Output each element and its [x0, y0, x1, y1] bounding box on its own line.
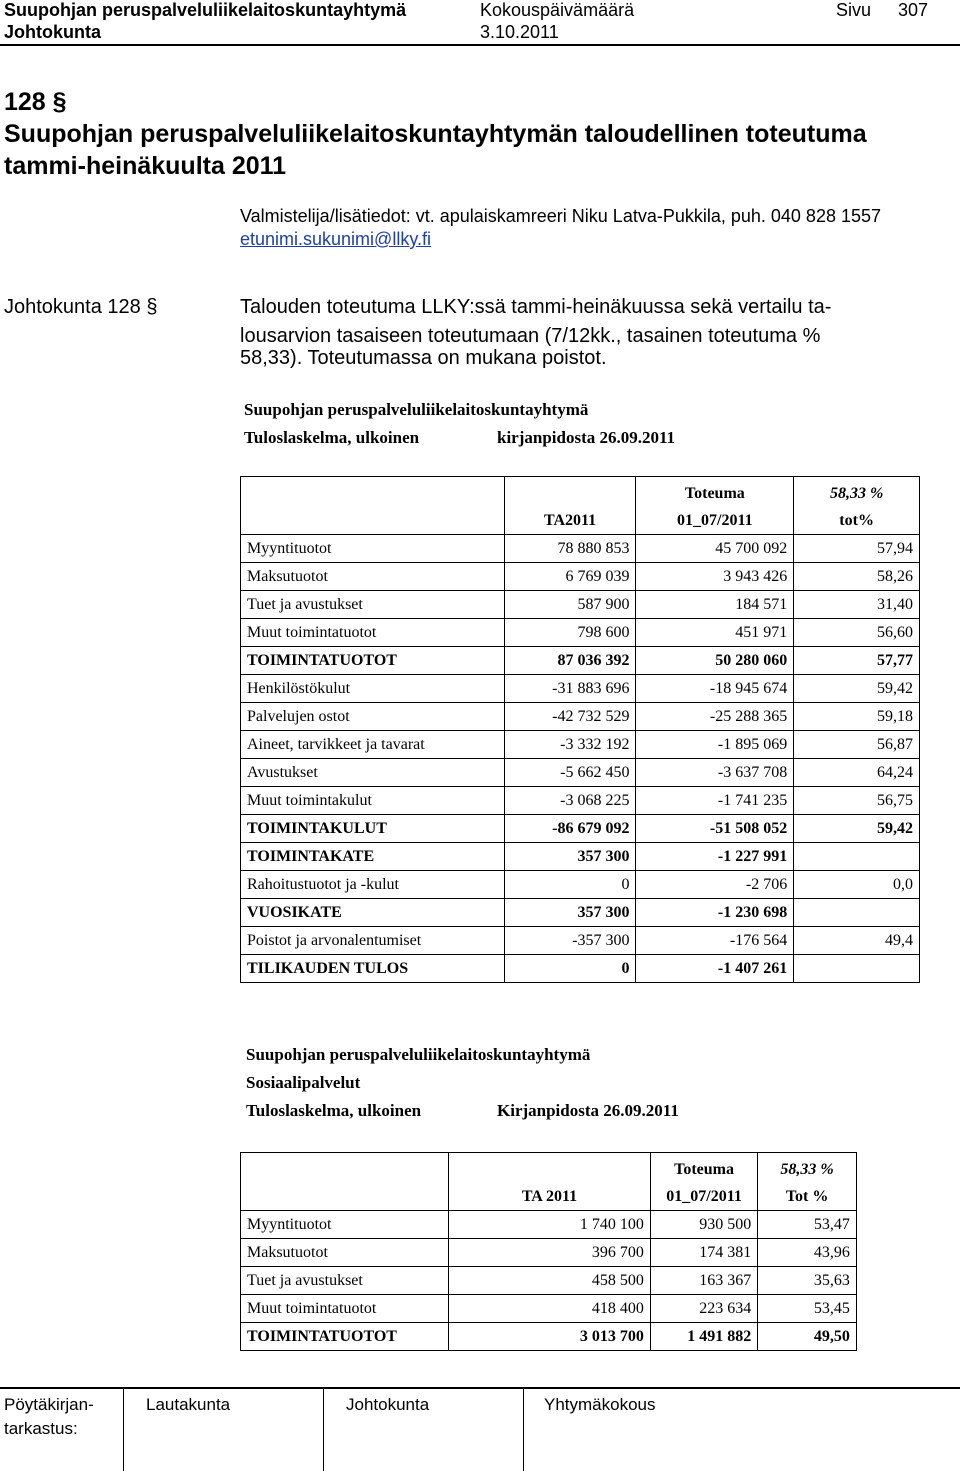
- row-pct-value: 57,77: [794, 647, 920, 675]
- row-label: Palvelujen ostot: [241, 703, 505, 731]
- row-label: VUOSIKATE: [241, 899, 505, 927]
- row-pct-value: 59,42: [794, 815, 920, 843]
- row-actual-value: -51 508 052: [636, 815, 794, 843]
- row-ta-value: 587 900: [504, 591, 636, 619]
- item-text-line1: Talouden toteutuma LLKY:ssä tammi-heinäkuussa sekä vertailu ta-: [240, 296, 832, 318]
- row-label: Tuet ja avustukset: [241, 591, 505, 619]
- table1-org: Suupohjan peruspalveluliikelaitoskuntayhtymä: [244, 400, 589, 419]
- row-actual-value: -1 230 698: [636, 899, 794, 927]
- table-header-row: [241, 1153, 913, 1183]
- header-blank: [241, 1153, 449, 1211]
- col-period: 01_07/2011: [650, 1183, 757, 1211]
- row-actual-value: -2 706: [636, 871, 794, 899]
- table-row: [241, 815, 920, 843]
- row-actual-value: 1 491 882: [650, 1323, 757, 1351]
- table-row: [241, 703, 920, 731]
- row-label: Muut toimintatuotot: [241, 1295, 449, 1323]
- table2-caption-left: Tuloslaskelma, ulkoinen: [246, 1101, 422, 1120]
- table1-caption-right: kirjanpidosta 26.09.2011: [497, 428, 676, 447]
- table-row: [241, 535, 920, 563]
- table-row: [241, 787, 920, 815]
- row-ta-value: 0: [504, 955, 636, 983]
- row-label: Poistot ja arvonalentumiset: [241, 927, 505, 955]
- col-pct: 58,33 %: [794, 477, 920, 507]
- row-pct-value: 53,47: [758, 1211, 857, 1239]
- row-ta-value: -31 883 696: [504, 675, 636, 703]
- table-row: [241, 1323, 913, 1351]
- table-row: [241, 591, 920, 619]
- row-ta-value: -357 300: [504, 927, 636, 955]
- row-actual-value: -1 895 069: [636, 731, 794, 759]
- col-tot: Tot %: [758, 1183, 857, 1211]
- row-ta-value: 0: [504, 871, 636, 899]
- row-label: Myyntituotot: [241, 535, 505, 563]
- row-ta-value: 396 700: [449, 1239, 651, 1267]
- row-actual-value: -18 945 674: [636, 675, 794, 703]
- row-ta-value: 357 300: [504, 843, 636, 871]
- row-ta-value: -3 068 225: [504, 787, 636, 815]
- row-pct-value: 53,45: [758, 1295, 857, 1323]
- footer-yhtymakokous-cell: [524, 1389, 724, 1471]
- row-ta-value: 1 740 100: [449, 1211, 651, 1239]
- row-pct-value: [794, 843, 920, 871]
- footer: [0, 1387, 960, 1471]
- row-actual-value: 930 500: [650, 1211, 757, 1239]
- row-ta-value: 357 300: [504, 899, 636, 927]
- table2-org: Suupohjan peruspalveluliikelaitoskuntayhtymä: [246, 1045, 591, 1064]
- row-actual-value: 163 367: [650, 1267, 757, 1295]
- table-row: [241, 1211, 913, 1239]
- row-actual-value: -1 407 261: [636, 955, 794, 983]
- footer-lautakunta: Lautakunta: [146, 1395, 231, 1414]
- header-body-name: Johtokunta: [4, 22, 101, 42]
- table-row: [241, 843, 920, 871]
- row-label: Rahoitustuotot ja -kulut: [241, 871, 505, 899]
- row-pct-value: 64,24: [794, 759, 920, 787]
- col-ta: TA 2011: [449, 1153, 651, 1211]
- social-services-table: [240, 1152, 913, 1351]
- section-title-line1: Suupohjan peruspalveluliikelaitoskuntayhtymän taloudellinen toteutuma: [4, 120, 867, 148]
- col-toteuma: Toteuma: [650, 1153, 757, 1183]
- row-pct-value: [794, 955, 920, 983]
- col-pct: 58,33 %: [758, 1153, 857, 1183]
- table-row: [241, 1239, 913, 1267]
- row-ta-value: -42 732 529: [504, 703, 636, 731]
- row-pct-value: 56,87: [794, 731, 920, 759]
- footer-johtokunta: Johtokunta: [346, 1395, 430, 1414]
- table-row: [241, 1267, 913, 1295]
- section-number: 128 §: [4, 88, 67, 116]
- table-row: [241, 899, 920, 927]
- row-actual-value: -176 564: [636, 927, 794, 955]
- row-pct-value: 59,18: [794, 703, 920, 731]
- row-label: TOIMINTATUOTOT: [241, 647, 505, 675]
- row-actual-value: 3 943 426: [636, 563, 794, 591]
- row-ta-value: 78 880 853: [504, 535, 636, 563]
- preparer-info: Valmistelija/lisätiedot: vt. apulaiskamreeri Niku Latva-Pukkila, puh. 040 828 1557: [240, 206, 882, 226]
- header-rule: [0, 44, 960, 46]
- row-label: Myyntituotot: [241, 1211, 449, 1239]
- row-pct-value: 57,94: [794, 535, 920, 563]
- row-pct-value: 49,50: [758, 1323, 857, 1351]
- row-pct-value: 58,26: [794, 563, 920, 591]
- row-ta-value: 418 400: [449, 1295, 651, 1323]
- income-statement-table: [240, 476, 920, 983]
- row-ta-value: 798 600: [504, 619, 636, 647]
- row-label: Muut toimintatuotot: [241, 619, 505, 647]
- header-page-number: 307: [898, 0, 929, 20]
- item-text-line3: 58,33). Toteutumassa on mukana poistot.: [240, 347, 607, 369]
- row-pct-value: 43,96: [758, 1239, 857, 1267]
- row-actual-value: 45 700 092: [636, 535, 794, 563]
- row-actual-value: 50 280 060: [636, 647, 794, 675]
- row-actual-value: -1 741 235: [636, 787, 794, 815]
- row-pct-value: 0,0: [794, 871, 920, 899]
- table-row: [241, 759, 920, 787]
- table-row: [241, 675, 920, 703]
- table-row: [241, 563, 920, 591]
- row-label: Henkilöstökulut: [241, 675, 505, 703]
- header-meeting-date: 3.10.2011: [480, 22, 559, 42]
- row-ta-value: 458 500: [449, 1267, 651, 1295]
- footer-johtokunta-cell: [324, 1389, 524, 1471]
- row-label: Maksutuotot: [241, 1239, 449, 1267]
- col-period: 01_07/2011: [636, 507, 794, 535]
- row-pct-value: 35,63: [758, 1267, 857, 1295]
- table-row: [241, 871, 920, 899]
- header-blank: [241, 477, 505, 535]
- table-row: [241, 927, 920, 955]
- table-row: [241, 647, 920, 675]
- row-ta-value: -86 679 092: [504, 815, 636, 843]
- row-label: TOIMINTAKATE: [241, 843, 505, 871]
- table-row: [241, 1295, 913, 1323]
- table1-caption-left: Tuloslaskelma, ulkoinen: [244, 428, 420, 447]
- item-text-line2: lousarvion tasaiseen toteutumaan (7/12kk., tasainen toteutuma %: [240, 325, 821, 347]
- row-label: Maksutuotot: [241, 563, 505, 591]
- row-label: Avustukset: [241, 759, 505, 787]
- row-ta-value: 3 013 700: [449, 1323, 651, 1351]
- row-actual-value: 184 571: [636, 591, 794, 619]
- footer-yhtymakokous: Yhtymäkokous: [544, 1395, 656, 1414]
- header-page-label: Sivu: [836, 0, 872, 20]
- row-label: Tuet ja avustukset: [241, 1267, 449, 1295]
- col-tot: tot%: [794, 507, 920, 535]
- header-meeting-date-label: Kokouspäivämäärä: [480, 0, 635, 20]
- header-org: Suupohjan peruspalveluliikelaitoskuntayhtymä: [4, 0, 407, 20]
- row-ta-value: -5 662 450: [504, 759, 636, 787]
- footer-lautakunta-cell: [124, 1389, 324, 1471]
- row-label: TOIMINTAKULUT: [241, 815, 505, 843]
- table-row: [241, 955, 920, 983]
- footer-check-label-1: Pöytäkirjan-: [4, 1395, 94, 1414]
- row-label: TILIKAUDEN TULOS: [241, 955, 505, 983]
- row-actual-value: 223 634: [650, 1295, 757, 1323]
- row-pct-value: 59,42: [794, 675, 920, 703]
- footer-check-cell: [0, 1389, 124, 1471]
- table2-caption-right: Kirjanpidosta 26.09.2011: [497, 1101, 679, 1120]
- row-actual-value: 174 381: [650, 1239, 757, 1267]
- row-actual-value: -1 227 991: [636, 843, 794, 871]
- footer-check-label-2: tarkastus:: [4, 1419, 78, 1438]
- section-title-line2: tammi-heinäkuulta 2011: [4, 152, 287, 180]
- table-row: [241, 619, 920, 647]
- row-label: Muut toimintakulut: [241, 787, 505, 815]
- item-reference: Johtokunta 128 §: [4, 296, 158, 318]
- row-pct-value: [794, 899, 920, 927]
- row-pct-value: 31,40: [794, 591, 920, 619]
- row-label: Aineet, tarvikkeet ja tavarat: [241, 731, 505, 759]
- row-actual-value: -3 637 708: [636, 759, 794, 787]
- row-ta-value: -3 332 192: [504, 731, 636, 759]
- col-ta: TA2011: [504, 477, 636, 535]
- row-ta-value: 87 036 392: [504, 647, 636, 675]
- row-actual-value: -25 288 365: [636, 703, 794, 731]
- row-actual-value: 451 971: [636, 619, 794, 647]
- contact-email-link[interactable]: etunimi.sukunimi@llky.fi: [240, 229, 431, 249]
- row-ta-value: 6 769 039: [504, 563, 636, 591]
- row-pct-value: 49,4: [794, 927, 920, 955]
- row-pct-value: 56,75: [794, 787, 920, 815]
- row-label: TOIMINTATUOTOT: [241, 1323, 449, 1351]
- row-pct-value: 56,60: [794, 619, 920, 647]
- table-header-row: [241, 477, 920, 507]
- table2-unit: Sosiaalipalvelut: [246, 1073, 361, 1092]
- col-toteuma: Toteuma: [636, 477, 794, 507]
- table-row: [241, 731, 920, 759]
